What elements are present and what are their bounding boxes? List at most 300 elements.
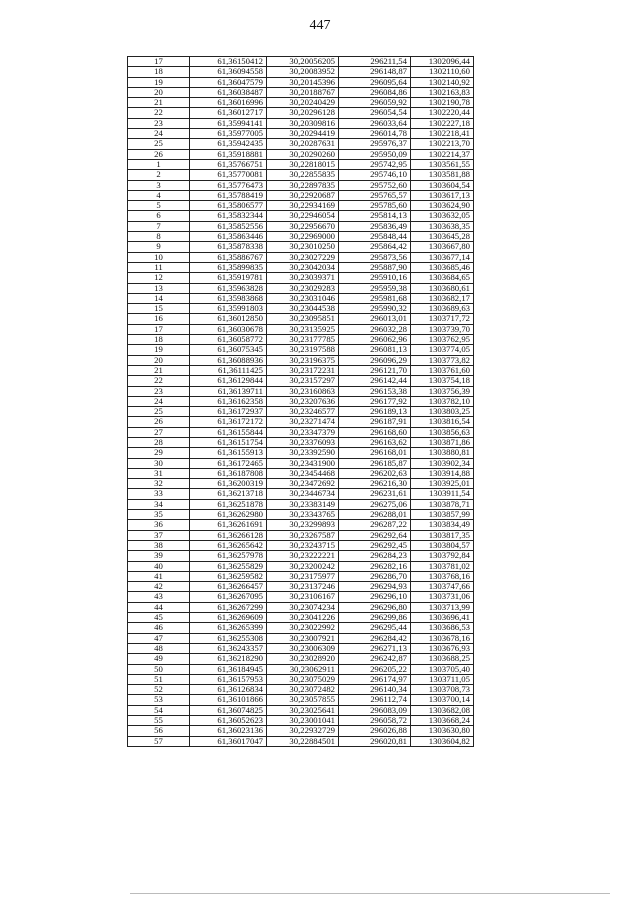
x-coordinate-cell: 296216,30: [339, 479, 411, 489]
x-coordinate-cell: 296174,97: [339, 674, 411, 684]
x-coordinate-cell: 296163,62: [339, 437, 411, 447]
y-coordinate-cell: 1303739,70: [411, 324, 474, 334]
latitude-cell: 61,36150412: [190, 57, 267, 67]
latitude-cell: 61,36257978: [190, 551, 267, 561]
longitude-cell: 30,22818015: [267, 159, 339, 169]
longitude-cell: 30,23431900: [267, 458, 339, 468]
point-number-cell: 27: [128, 427, 190, 437]
table-row: [128, 716, 474, 726]
longitude-cell: 30,22920687: [267, 190, 339, 200]
point-number-cell: 57: [128, 736, 190, 746]
x-coordinate-cell: 295887,90: [339, 262, 411, 272]
latitude-cell: 61,36155844: [190, 427, 267, 437]
y-coordinate-cell: 1302163,83: [411, 87, 474, 97]
latitude-cell: 61,36111425: [190, 365, 267, 375]
longitude-cell: 30,23446734: [267, 489, 339, 499]
table-row: [128, 335, 474, 345]
y-coordinate-cell: 1303638,35: [411, 221, 474, 231]
latitude-cell: 61,36262980: [190, 510, 267, 520]
x-coordinate-cell: 296292,45: [339, 540, 411, 550]
latitude-cell: 61,36172172: [190, 417, 267, 427]
x-coordinate-cell: 296081,13: [339, 345, 411, 355]
longitude-cell: 30,20309816: [267, 118, 339, 128]
longitude-cell: 30,23137246: [267, 582, 339, 592]
table-row: [128, 499, 474, 509]
point-number-cell: 19: [128, 77, 190, 87]
longitude-cell: 30,22884501: [267, 736, 339, 746]
longitude-cell: 30,20056205: [267, 57, 339, 67]
latitude-cell: 61,36172465: [190, 458, 267, 468]
table-row: [128, 551, 474, 561]
table-row: [128, 273, 474, 283]
point-number-cell: 37: [128, 530, 190, 540]
table-row: [128, 685, 474, 695]
latitude-cell: 61,36075345: [190, 345, 267, 355]
longitude-cell: 30,20240429: [267, 98, 339, 108]
x-coordinate-cell: 295814,13: [339, 211, 411, 221]
point-number-cell: 21: [128, 98, 190, 108]
x-coordinate-cell: 296292,64: [339, 530, 411, 540]
x-coordinate-cell: 296284,42: [339, 633, 411, 643]
x-coordinate-cell: 296142,44: [339, 376, 411, 386]
latitude-cell: 61,36187808: [190, 468, 267, 478]
latitude-cell: 61,36261691: [190, 520, 267, 530]
x-coordinate-cell: 296148,87: [339, 67, 411, 77]
point-number-cell: 20: [128, 87, 190, 97]
x-coordinate-cell: 296140,34: [339, 685, 411, 695]
x-coordinate-cell: 296296,80: [339, 602, 411, 612]
point-number-cell: 53: [128, 695, 190, 705]
longitude-cell: 30,23177785: [267, 335, 339, 345]
latitude-cell: 61,35770081: [190, 170, 267, 180]
point-number-cell: 17: [128, 57, 190, 67]
point-number-cell: 23: [128, 386, 190, 396]
y-coordinate-cell: 1303711,05: [411, 674, 474, 684]
table-row: [128, 448, 474, 458]
table-row: [128, 139, 474, 149]
table-row: [128, 468, 474, 478]
point-number-cell: 14: [128, 293, 190, 303]
x-coordinate-cell: 296294,93: [339, 582, 411, 592]
x-coordinate-cell: 296096,29: [339, 355, 411, 365]
latitude-cell: 61,35994141: [190, 118, 267, 128]
table-row: [128, 242, 474, 252]
x-coordinate-cell: 295990,32: [339, 304, 411, 314]
latitude-cell: 61,36052623: [190, 716, 267, 726]
point-number-cell: 39: [128, 551, 190, 561]
table-row: [128, 582, 474, 592]
y-coordinate-cell: 1303792,84: [411, 551, 474, 561]
x-coordinate-cell: 296211,54: [339, 57, 411, 67]
latitude-cell: 61,36012850: [190, 314, 267, 324]
table-row: [128, 479, 474, 489]
table-row: [128, 520, 474, 530]
table-row: [128, 571, 474, 581]
table-row: [128, 262, 474, 272]
table-row: [128, 602, 474, 612]
y-coordinate-cell: 1303717,72: [411, 314, 474, 324]
point-number-cell: 32: [128, 479, 190, 489]
x-coordinate-cell: 296287,22: [339, 520, 411, 530]
y-coordinate-cell: 1302214,37: [411, 149, 474, 159]
table-row: [128, 67, 474, 77]
longitude-cell: 30,23271474: [267, 417, 339, 427]
latitude-cell: 61,36101866: [190, 695, 267, 705]
latitude-cell: 61,36259582: [190, 571, 267, 581]
table-row: [128, 489, 474, 499]
longitude-cell: 30,23001041: [267, 716, 339, 726]
y-coordinate-cell: 1303630,80: [411, 726, 474, 736]
table-row: [128, 643, 474, 653]
x-coordinate-cell: 295765,57: [339, 190, 411, 200]
table-row: [128, 674, 474, 684]
y-coordinate-cell: 1303668,24: [411, 716, 474, 726]
table-row: [128, 633, 474, 643]
y-coordinate-cell: 1303925,01: [411, 479, 474, 489]
y-coordinate-cell: 1303914,88: [411, 468, 474, 478]
x-coordinate-cell: 296275,06: [339, 499, 411, 509]
table-row: [128, 159, 474, 169]
latitude-cell: 61,35878338: [190, 242, 267, 252]
longitude-cell: 30,22897835: [267, 180, 339, 190]
y-coordinate-cell: 1302096,44: [411, 57, 474, 67]
x-coordinate-cell: 296095,64: [339, 77, 411, 87]
longitude-cell: 30,23200242: [267, 561, 339, 571]
longitude-cell: 30,23029283: [267, 283, 339, 293]
y-coordinate-cell: 1303816,54: [411, 417, 474, 427]
longitude-cell: 30,23022992: [267, 623, 339, 633]
x-coordinate-cell: 296187,91: [339, 417, 411, 427]
y-coordinate-cell: 1302110,60: [411, 67, 474, 77]
latitude-cell: 61,35991803: [190, 304, 267, 314]
point-number-cell: 51: [128, 674, 190, 684]
longitude-cell: 30,23222221: [267, 551, 339, 561]
table-row: [128, 293, 474, 303]
longitude-cell: 30,23025641: [267, 705, 339, 715]
longitude-cell: 30,23031046: [267, 293, 339, 303]
y-coordinate-cell: 1303604,54: [411, 180, 474, 190]
point-number-cell: 8: [128, 232, 190, 242]
y-coordinate-cell: 1303747,66: [411, 582, 474, 592]
x-coordinate-cell: 295959,38: [339, 283, 411, 293]
y-coordinate-cell: 1303684,65: [411, 273, 474, 283]
table-row: [128, 664, 474, 674]
longitude-cell: 30,23347379: [267, 427, 339, 437]
latitude-cell: 61,36012717: [190, 108, 267, 118]
y-coordinate-cell: 1303754,18: [411, 376, 474, 386]
longitude-cell: 30,23006309: [267, 643, 339, 653]
x-coordinate-cell: 295864,42: [339, 242, 411, 252]
table-row: [128, 108, 474, 118]
longitude-cell: 30,23010250: [267, 242, 339, 252]
x-coordinate-cell: 295742,95: [339, 159, 411, 169]
x-coordinate-cell: 296299,86: [339, 613, 411, 623]
latitude-cell: 61,35852556: [190, 221, 267, 231]
latitude-cell: 61,36255308: [190, 633, 267, 643]
y-coordinate-cell: 1302140,92: [411, 77, 474, 87]
table-row: [128, 149, 474, 159]
point-number-cell: 34: [128, 499, 190, 509]
point-number-cell: 23: [128, 118, 190, 128]
point-number-cell: 31: [128, 468, 190, 478]
y-coordinate-cell: 1303803,25: [411, 407, 474, 417]
point-number-cell: 30: [128, 458, 190, 468]
latitude-cell: 61,35863446: [190, 232, 267, 242]
y-coordinate-cell: 1303645,28: [411, 232, 474, 242]
point-number-cell: 13: [128, 283, 190, 293]
latitude-cell: 61,36038487: [190, 87, 267, 97]
table-row: [128, 324, 474, 334]
y-coordinate-cell: 1303680,61: [411, 283, 474, 293]
longitude-cell: 30,23042034: [267, 262, 339, 272]
latitude-cell: 61,35806577: [190, 201, 267, 211]
point-number-cell: 9: [128, 242, 190, 252]
x-coordinate-cell: 295910,16: [339, 273, 411, 283]
point-number-cell: 56: [128, 726, 190, 736]
table-row: [128, 87, 474, 97]
y-coordinate-cell: 1303781,02: [411, 561, 474, 571]
y-coordinate-cell: 1302213,70: [411, 139, 474, 149]
longitude-cell: 30,23246577: [267, 407, 339, 417]
longitude-cell: 30,23075029: [267, 674, 339, 684]
table-row: [128, 190, 474, 200]
x-coordinate-cell: 296059,92: [339, 98, 411, 108]
x-coordinate-cell: 295836,49: [339, 221, 411, 231]
x-coordinate-cell: 296083,09: [339, 705, 411, 715]
latitude-cell: 61,36047579: [190, 77, 267, 87]
longitude-cell: 30,23172231: [267, 365, 339, 375]
y-coordinate-cell: 1303617,13: [411, 190, 474, 200]
x-coordinate-cell: 296286,70: [339, 571, 411, 581]
y-coordinate-cell: 1303676,93: [411, 643, 474, 653]
longitude-cell: 30,23057855: [267, 695, 339, 705]
longitude-cell: 30,22969000: [267, 232, 339, 242]
longitude-cell: 30,23072482: [267, 685, 339, 695]
point-number-cell: 41: [128, 571, 190, 581]
x-coordinate-cell: 295746,10: [339, 170, 411, 180]
latitude-cell: 61,36213718: [190, 489, 267, 499]
table-row: [128, 355, 474, 365]
table-row: [128, 252, 474, 262]
latitude-cell: 61,36255829: [190, 561, 267, 571]
y-coordinate-cell: 1303667,80: [411, 242, 474, 252]
table-row: [128, 623, 474, 633]
x-coordinate-cell: 296288,01: [339, 510, 411, 520]
y-coordinate-cell: 1303682,08: [411, 705, 474, 715]
y-coordinate-cell: 1303761,60: [411, 365, 474, 375]
latitude-cell: 61,36030678: [190, 324, 267, 334]
point-number-cell: 38: [128, 540, 190, 550]
table-row: [128, 654, 474, 664]
x-coordinate-cell: 296284,23: [339, 551, 411, 561]
table-row: [128, 376, 474, 386]
longitude-cell: 30,23160863: [267, 386, 339, 396]
point-number-cell: 46: [128, 623, 190, 633]
y-coordinate-cell: 1303561,55: [411, 159, 474, 169]
point-number-cell: 52: [128, 685, 190, 695]
x-coordinate-cell: 295976,37: [339, 139, 411, 149]
point-number-cell: 22: [128, 376, 190, 386]
y-coordinate-cell: 1303685,46: [411, 262, 474, 272]
y-coordinate-cell: 1303911,54: [411, 489, 474, 499]
y-coordinate-cell: 1303856,63: [411, 427, 474, 437]
table-row: [128, 365, 474, 375]
longitude-cell: 30,23157297: [267, 376, 339, 386]
coordinates-table-body: [128, 57, 474, 747]
longitude-cell: 30,23454468: [267, 468, 339, 478]
x-coordinate-cell: 296020,81: [339, 736, 411, 746]
latitude-cell: 61,36184945: [190, 664, 267, 674]
latitude-cell: 61,36200319: [190, 479, 267, 489]
x-coordinate-cell: 296205,22: [339, 664, 411, 674]
x-coordinate-cell: 296153,38: [339, 386, 411, 396]
point-number-cell: 20: [128, 355, 190, 365]
longitude-cell: 30,23044538: [267, 304, 339, 314]
y-coordinate-cell: 1303762,95: [411, 335, 474, 345]
latitude-cell: 61,35918881: [190, 149, 267, 159]
latitude-cell: 61,35983868: [190, 293, 267, 303]
longitude-cell: 30,22934169: [267, 201, 339, 211]
x-coordinate-cell: 296121,70: [339, 365, 411, 375]
point-number-cell: 16: [128, 314, 190, 324]
longitude-cell: 30,23007921: [267, 633, 339, 643]
y-coordinate-cell: 1303871,86: [411, 437, 474, 447]
table-row: [128, 345, 474, 355]
latitude-cell: 61,36267299: [190, 602, 267, 612]
latitude-cell: 61,36265399: [190, 623, 267, 633]
point-number-cell: 45: [128, 613, 190, 623]
latitude-cell: 61,36269609: [190, 613, 267, 623]
latitude-cell: 61,35977005: [190, 129, 267, 139]
x-coordinate-cell: 296189,13: [339, 407, 411, 417]
x-coordinate-cell: 295950,09: [339, 149, 411, 159]
y-coordinate-cell: 1303756,39: [411, 386, 474, 396]
point-number-cell: 43: [128, 592, 190, 602]
y-coordinate-cell: 1303678,16: [411, 633, 474, 643]
y-coordinate-cell: 1302218,41: [411, 129, 474, 139]
point-number-cell: 35: [128, 510, 190, 520]
point-number-cell: 18: [128, 67, 190, 77]
y-coordinate-cell: 1303834,49: [411, 520, 474, 530]
x-coordinate-cell: 296058,72: [339, 716, 411, 726]
table-row: [128, 232, 474, 242]
longitude-cell: 30,22855835: [267, 170, 339, 180]
latitude-cell: 61,35788419: [190, 190, 267, 200]
table-row: [128, 211, 474, 221]
point-number-cell: 15: [128, 304, 190, 314]
longitude-cell: 30,20188767: [267, 87, 339, 97]
y-coordinate-cell: 1303696,41: [411, 613, 474, 623]
longitude-cell: 30,22946054: [267, 211, 339, 221]
longitude-cell: 30,20287631: [267, 139, 339, 149]
point-number-cell: 24: [128, 396, 190, 406]
point-number-cell: 10: [128, 252, 190, 262]
latitude-cell: 61,36251878: [190, 499, 267, 509]
table-row: [128, 283, 474, 293]
point-number-cell: 18: [128, 335, 190, 345]
table-row: [128, 314, 474, 324]
table-row: [128, 510, 474, 520]
longitude-cell: 30,23041226: [267, 613, 339, 623]
table-row: [128, 170, 474, 180]
x-coordinate-cell: 296168,01: [339, 448, 411, 458]
longitude-cell: 30,23243715: [267, 540, 339, 550]
page-number: 447: [309, 18, 331, 33]
point-number-cell: 26: [128, 149, 190, 159]
latitude-cell: 61,35942435: [190, 139, 267, 149]
point-number-cell: 54: [128, 705, 190, 715]
y-coordinate-cell: 1303677,14: [411, 252, 474, 262]
y-coordinate-cell: 1303689,63: [411, 304, 474, 314]
x-coordinate-cell: 295785,60: [339, 201, 411, 211]
latitude-cell: 61,36218290: [190, 654, 267, 664]
x-coordinate-cell: 295981,68: [339, 293, 411, 303]
point-number-cell: 5: [128, 201, 190, 211]
table-row: [128, 386, 474, 396]
table-row: [128, 57, 474, 67]
latitude-cell: 61,36023136: [190, 726, 267, 736]
x-coordinate-cell: 296295,44: [339, 623, 411, 633]
latitude-cell: 61,36058772: [190, 335, 267, 345]
point-number-cell: 2: [128, 170, 190, 180]
point-number-cell: 7: [128, 221, 190, 231]
latitude-cell: 61,36126834: [190, 685, 267, 695]
longitude-cell: 30,20083952: [267, 67, 339, 77]
y-coordinate-cell: 1303632,05: [411, 211, 474, 221]
longitude-cell: 30,23135925: [267, 324, 339, 334]
table-row: [128, 592, 474, 602]
y-coordinate-cell: 1303878,71: [411, 499, 474, 509]
point-number-cell: 11: [128, 262, 190, 272]
longitude-cell: 30,23392590: [267, 448, 339, 458]
longitude-cell: 30,22932729: [267, 726, 339, 736]
table-row: [128, 530, 474, 540]
coordinates-table: [127, 56, 474, 747]
x-coordinate-cell: 296112,74: [339, 695, 411, 705]
point-number-cell: 28: [128, 437, 190, 447]
latitude-cell: 61,35832344: [190, 211, 267, 221]
y-coordinate-cell: 1303581,88: [411, 170, 474, 180]
x-coordinate-cell: 296014,78: [339, 129, 411, 139]
y-coordinate-cell: 1303686,53: [411, 623, 474, 633]
longitude-cell: 30,22956670: [267, 221, 339, 231]
x-coordinate-cell: 296033,64: [339, 118, 411, 128]
y-coordinate-cell: 1303705,40: [411, 664, 474, 674]
x-coordinate-cell: 296282,16: [339, 561, 411, 571]
point-number-cell: 48: [128, 643, 190, 653]
point-number-cell: 55: [128, 716, 190, 726]
point-number-cell: 25: [128, 139, 190, 149]
longitude-cell: 30,23299893: [267, 520, 339, 530]
latitude-cell: 61,35919781: [190, 273, 267, 283]
latitude-cell: 61,36157953: [190, 674, 267, 684]
point-number-cell: 42: [128, 582, 190, 592]
latitude-cell: 61,36094558: [190, 67, 267, 77]
longitude-cell: 30,23197588: [267, 345, 339, 355]
longitude-cell: 30,23027229: [267, 252, 339, 262]
longitude-cell: 30,23039371: [267, 273, 339, 283]
longitude-cell: 30,20290260: [267, 149, 339, 159]
point-number-cell: 49: [128, 654, 190, 664]
y-coordinate-cell: 1303708,73: [411, 685, 474, 695]
latitude-cell: 61,36088936: [190, 355, 267, 365]
y-coordinate-cell: 1302227,18: [411, 118, 474, 128]
point-number-cell: 40: [128, 561, 190, 571]
x-coordinate-cell: 295752,60: [339, 180, 411, 190]
table-row: [128, 540, 474, 550]
longitude-cell: 30,23383149: [267, 499, 339, 509]
y-coordinate-cell: 1303804,57: [411, 540, 474, 550]
